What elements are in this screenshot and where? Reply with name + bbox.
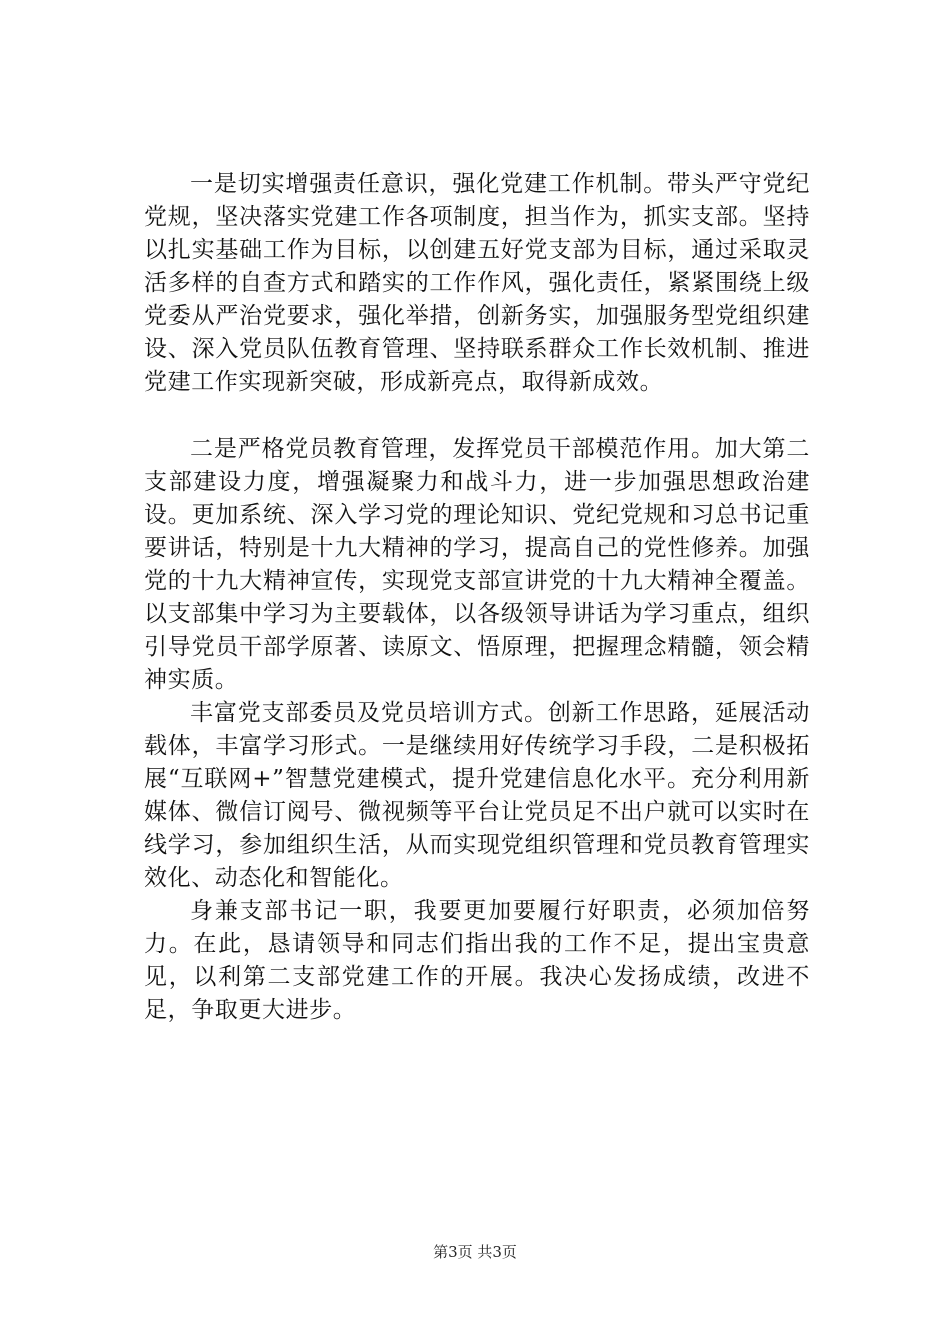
document-body bbox=[144, 168, 810, 1027]
paragraph-training-methods: 丰富党支部委员及党员培训方式。创新工作思路，延展活动载体，丰富学习形式。一是继续用好传统学习手段，二是积极拓展“互联网+”智慧党建模式，提升党建信息化水平。充分利用新媒体、微信订阅号、微视频等平台让党员足不出户就可以实时在线学习，参加组织生活，从而实现党组织管理和党员教育管理实效化、动态化和智能化。 bbox=[144, 700, 810, 891]
paragraph-responsibility: 一是切实增强责任意识，强化党建工作机制。带头严守党纪党规，坚决落实党建工作各项制度，担当作为，抓实支部。坚持以扎实基础工作为目标，以创建五好党支部为目标，通过采取灵活多样的自查方式和踏实的工作作风，强化责任，紧紧围绕上级党委从严治党要求，强化举措，创新务实，加强服务型党组织建设、深入党员队伍教育管理、坚持联系群众工作长效机制、推进党建工作实现新突破，形成新亮点，取得新成效。 bbox=[144, 171, 810, 395]
paragraph-education-management: 二是严格党员教育管理，发挥党员干部模范作用。加大第二支部建设力度，增强凝聚力和战斗力，进一步加强思想政治建设。更加系统、深入学习党的理论知识、党纪党规和习总书记重要讲话，特别是十九大精神的学习，提高自己的党性修养。加强党的十九大精神宣传，实现党支部宣讲党的十九大精神全覆盖。以支部集中学习为主要载体，以各级领导讲话为学习重点，组织引导党员干部学原著、读原文、悟原理，把握理念精髓，领会精神实质。 bbox=[144, 436, 810, 693]
paragraph-commitment: 身兼支部书记一职，我要更加要履行好职责，必须加倍努力。在此，恳请领导和同志们指出我的工作不足，提出宝贵意见，以利第二支部党建工作的开展。我决心发扬成绩，改进不足，争取更大进步。 bbox=[144, 898, 810, 1023]
page-number-footer: 第3页 共3页 bbox=[433, 1243, 517, 1261]
